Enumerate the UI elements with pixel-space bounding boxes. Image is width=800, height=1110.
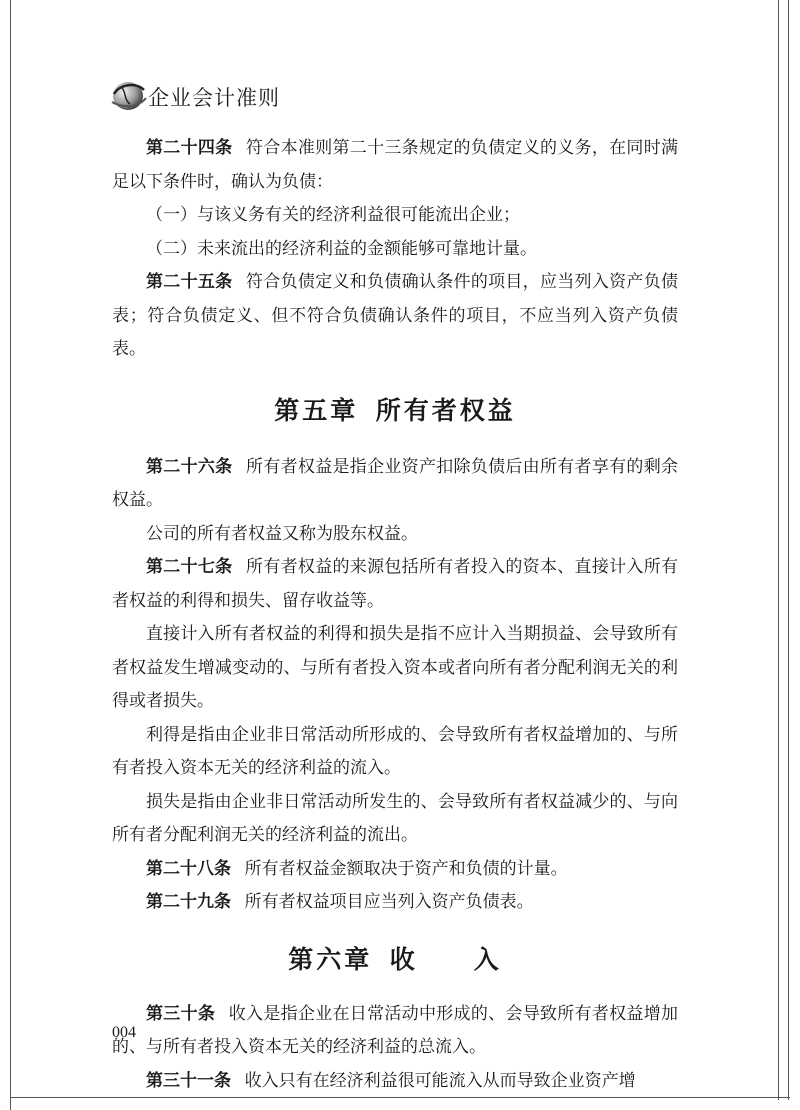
article-number: 第二十五条 bbox=[146, 272, 233, 292]
chapter-6-heading bbox=[112, 940, 678, 976]
article-text: 收入只有在经济利益很可能流入从而导致企业资产增 bbox=[244, 1070, 636, 1091]
chapter-number: 第五章 bbox=[274, 395, 359, 425]
article-31 bbox=[112, 1065, 678, 1099]
article-27 bbox=[112, 551, 678, 618]
article-29 bbox=[112, 886, 678, 920]
article-text: 符合负债定义和负债确认条件的项目，应当列入资产负债表；符合负债定义、但不符合负债确认条件的项目，不应当列入资产负债表。 bbox=[112, 272, 679, 359]
article-number: 第二十四条 bbox=[146, 138, 233, 158]
article-text: 所有者权益是指企业资产扣除负债后由所有者享有的剩余权益。 bbox=[112, 456, 679, 510]
article-number: 第二十八条 bbox=[146, 858, 231, 879]
running-header bbox=[108, 78, 728, 118]
paragraph: 公司的所有者权益又称为股东权益。 bbox=[146, 523, 418, 544]
article-number: 第三十一条 bbox=[146, 1070, 231, 1091]
paragraph: 利得是指由企业非日常活动所形成的、会导致所有者权益增加的、与所有者投入资本无关的经济利益的流入。 bbox=[112, 724, 678, 778]
article-24 bbox=[112, 132, 678, 199]
paragraph: 损失是指由企业非日常活动所发生的、会导致所有者权益减少的、与向所有者分配利润无关的经济利益的流出。 bbox=[112, 791, 678, 845]
page-number: 004 bbox=[112, 1024, 136, 1041]
condition-2: （二）未来流出的经济利益的金额能够可靠地计量。 bbox=[146, 238, 537, 259]
article-number: 第二十七条 bbox=[146, 557, 233, 577]
article-26 bbox=[112, 451, 678, 518]
article-text: 所有者权益项目应当列入资产负债表。 bbox=[244, 892, 534, 912]
page-border-right-outer bbox=[788, 0, 789, 1100]
article-28 bbox=[112, 853, 678, 887]
chapter-number: 第六章 bbox=[288, 944, 373, 974]
article-number: 第三十条 bbox=[146, 1003, 216, 1024]
page-border-left bbox=[10, 0, 11, 1110]
article-number: 第二十九条 bbox=[146, 892, 231, 912]
chapter-5-heading bbox=[112, 391, 678, 427]
chapter-title: 收 入 bbox=[389, 944, 502, 974]
article-text: 符合本准则第二十三条规定的负债定义的义务，在同时满足以下条件时，确认为负债： bbox=[112, 138, 679, 192]
article-30 bbox=[112, 998, 678, 1065]
condition-1: （一）与该义务有关的经济利益很可能流出企业； bbox=[146, 205, 520, 225]
paragraph: 直接计入所有者权益的利得和损失是指不应计入当期损益、会导致所有者权益发生增减变动的、与所有者投入资本或者向所有者分配利润无关的利得或者损失。 bbox=[112, 624, 678, 711]
article-25 bbox=[112, 266, 678, 367]
article-text: 所有者权益金额取决于资产和负债的计量。 bbox=[244, 858, 568, 879]
article-number: 第二十六条 bbox=[146, 456, 233, 477]
chapter-title: 所有者权益 bbox=[375, 395, 516, 425]
page-border-right bbox=[778, 0, 779, 1100]
page-body bbox=[112, 132, 678, 1098]
article-text: 所有者权益的来源包括所有者投入的资本、直接计入所有者权益的利得和损失、留存收益等。 bbox=[112, 557, 679, 611]
article-text: 收入是指企业在日常活动中形成的、会导致所有者权益增加的、与所有者投入资本无关的经济利益的总流入。 bbox=[112, 1003, 679, 1057]
header-title: 企业会计准则 bbox=[148, 86, 280, 110]
globe-logo-icon bbox=[108, 78, 148, 114]
